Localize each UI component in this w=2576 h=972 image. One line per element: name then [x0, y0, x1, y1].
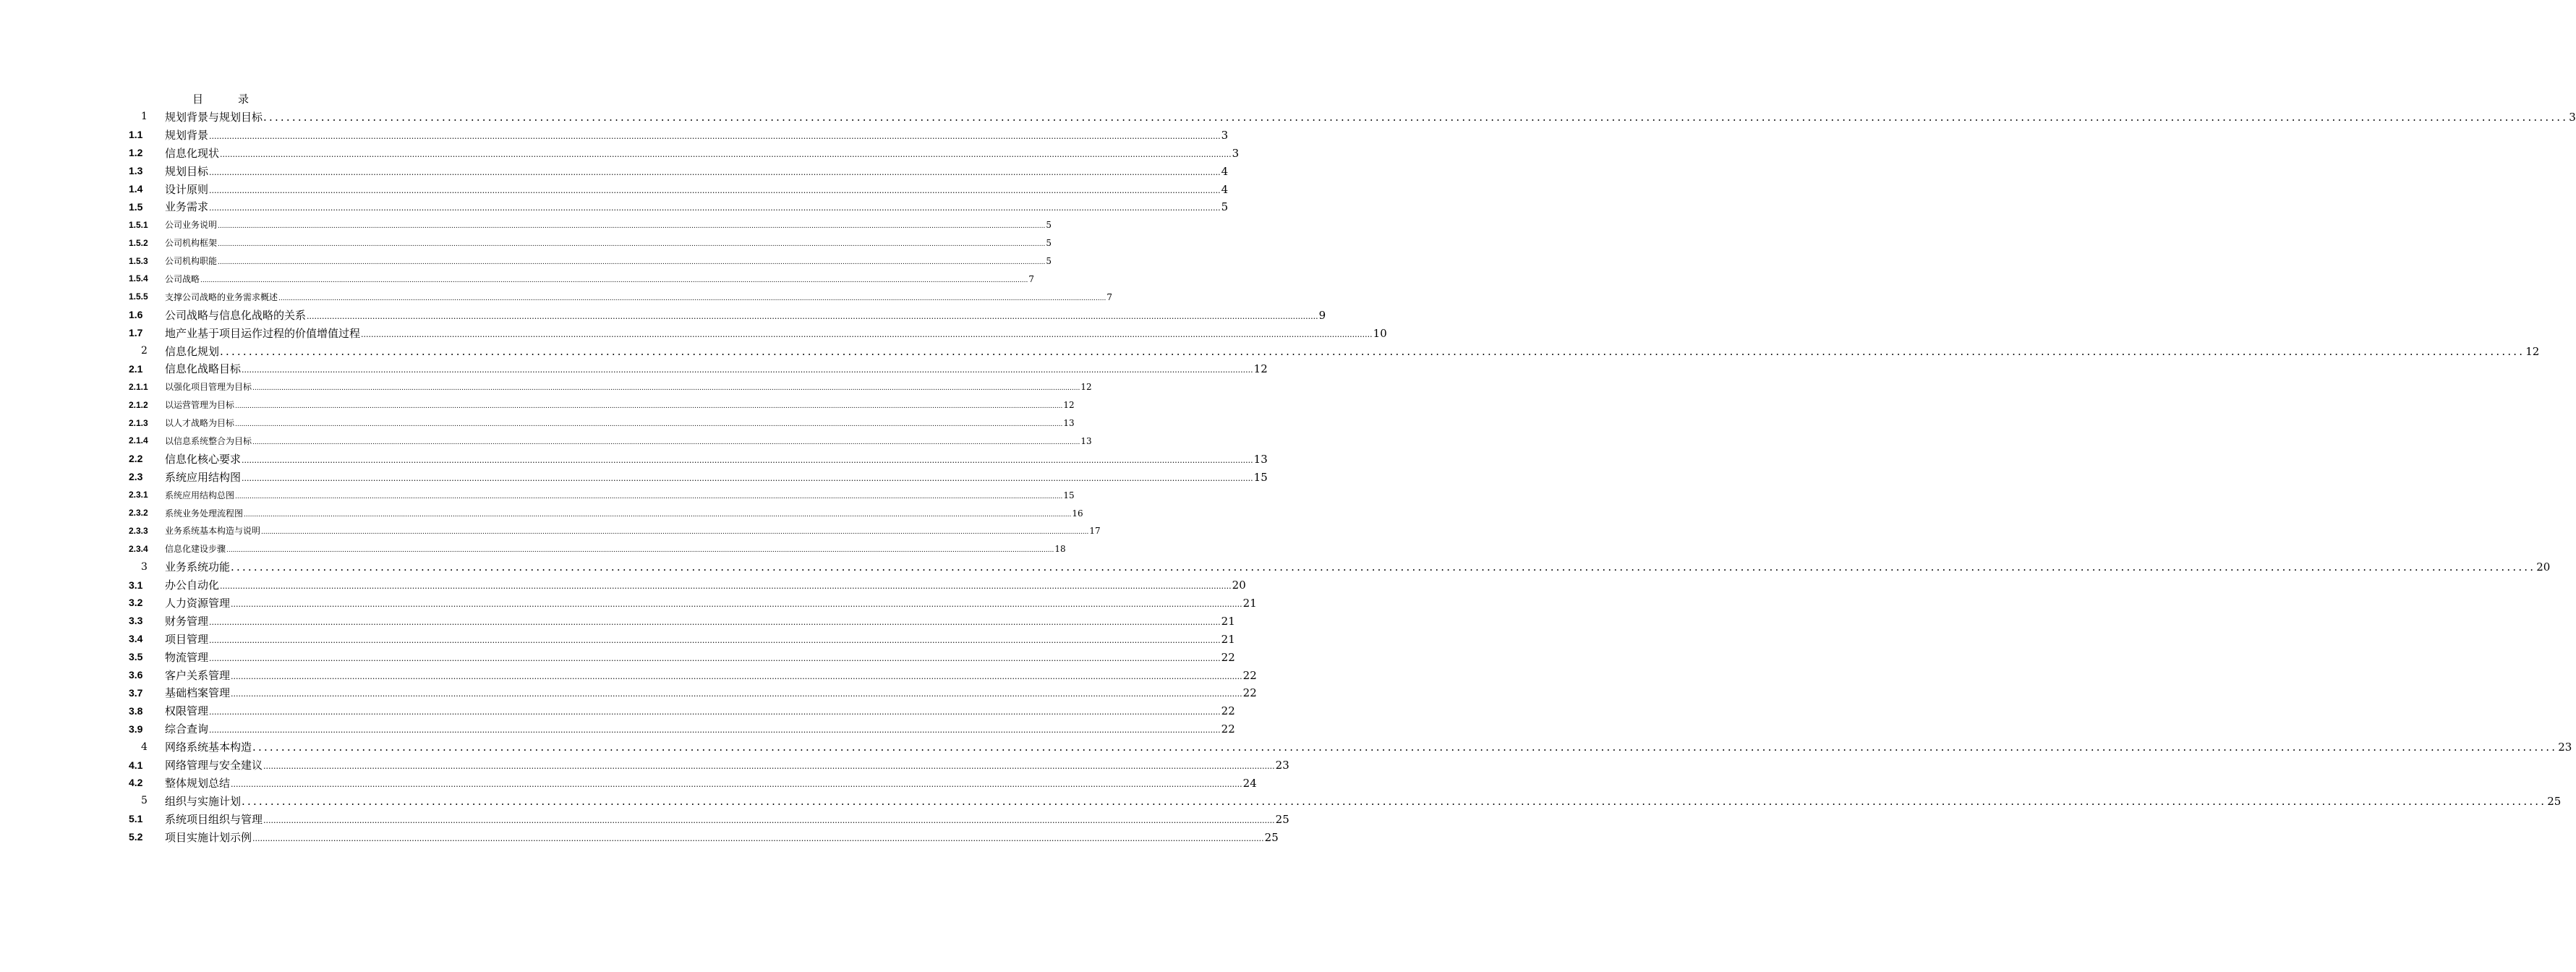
toc-entry-page: 18 — [1054, 544, 1066, 555]
toc-entry-page: 22 — [1221, 650, 1235, 664]
toc-leader-dots: ................................................................................................................................................................................................................................................................................................................................................................................................................ — [209, 635, 1221, 645]
toc-entry-title: 公司机构职能 — [165, 256, 218, 267]
toc-entry-label-line — [165, 542, 1066, 555]
toc-entry-title: 地产业基于项目运作过程的价值增值过程 — [165, 326, 361, 340]
toc-entry-number: 3.3 — [129, 615, 143, 627]
toc-entry-label-line — [165, 398, 1075, 411]
toc-entry-number: 1.5.1 — [129, 219, 148, 230]
toc-entry-title: 网络管理与安全建议 — [165, 759, 263, 772]
toc-entry[interactable] — [0, 792, 2562, 810]
toc-entry-page: 22 — [1242, 668, 1257, 682]
toc-entry-label-line — [165, 307, 1326, 323]
toc-entry-page: 7 — [1106, 291, 1112, 302]
toc-leader-dots: ................................................................................................................................................................................................................................................................................................................................................................................................................ — [231, 671, 1242, 681]
toc-entry-label-line — [165, 703, 1235, 718]
toc-entry-page: 5 — [1046, 238, 1052, 249]
toc-leader-dots: ................................................................................................................................................................................................................................................................................................................................................................................................................ — [263, 815, 1275, 825]
toc-entry-title: 基础档案管理 — [165, 686, 231, 700]
toc-entry-number: 4 — [141, 741, 148, 753]
toc-leader-dots: ................................................................................................................................................................................................................................................................................................................................................................................................................ — [209, 617, 1221, 627]
toc-entry-label-line — [165, 613, 1235, 628]
toc-entry-label-line — [165, 163, 1229, 179]
toc-title-char-1: 目 — [192, 93, 204, 106]
toc-entry-label-line — [165, 273, 1034, 285]
toc-entry-title: 信息化建设步骤 — [165, 544, 226, 555]
toc-entry-label-line — [165, 127, 1229, 142]
toc-leader-dots: ................................................................................................................................................................................................................................................................................................................................................................................................................ — [209, 203, 1221, 213]
toc-entry-number: 1.2 — [129, 147, 143, 159]
toc-entry-number: 1.6 — [129, 309, 143, 321]
toc-entry[interactable] — [0, 216, 1052, 234]
toc-entry-page: 20 — [2536, 560, 2551, 574]
toc-entry-label-line — [165, 344, 2540, 359]
toc-entry-number: 1.1 — [129, 129, 143, 141]
toc-entry-page: 12 — [1080, 382, 1092, 393]
toc-entry-label-line — [165, 469, 1268, 485]
toc-entry[interactable] — [0, 197, 1229, 216]
toc-leader-dots: ................................................................................................................................................................................................................................................................................................................................................................................................................ — [235, 403, 1063, 411]
toc-entry-page: 20 — [1232, 579, 1246, 592]
toc-leader-dots: ................................................................................................................................................................................................................................................................................................................................................................................................................ — [242, 365, 1253, 375]
toc-entry-title: 以人才战略为目标 — [165, 418, 235, 429]
toc-entry-page: 4 — [1221, 182, 1229, 196]
toc-entry-page: 3 — [1221, 128, 1229, 142]
toc-entry-title: 业务系统功能 — [165, 560, 231, 574]
toc-entry-number: 3.1 — [129, 579, 143, 591]
toc-entry-number: 2.1.2 — [129, 399, 148, 410]
toc-entry-label-line — [165, 595, 1257, 610]
toc-entry-page: 22 — [1221, 704, 1235, 718]
toc-entry[interactable] — [0, 306, 1326, 324]
toc-entry-page: 5 — [1046, 256, 1052, 267]
toc-entry-page: 3 — [2569, 110, 2576, 124]
toc-entry-title: 系统应用结构图 — [165, 470, 242, 484]
toc-leader-dots: ................................................................................................................................................................................................................................................................................................................................................................................................................ — [209, 167, 1221, 177]
toc-entry[interactable] — [0, 774, 1257, 792]
toc-leader-dots: ................................................................................................................................................................................................................................................................................................................................................................................................................ — [235, 493, 1063, 500]
toc-entry[interactable] — [0, 810, 1289, 828]
toc-entry-number: 3 — [141, 560, 148, 573]
toc-entry-page: 5 — [1046, 220, 1052, 231]
toc-leader-dots: ................................................................................................................................................................................................................................................................................................................................................................................................................ — [231, 779, 1242, 789]
toc-entry-number: 3.7 — [129, 686, 143, 699]
toc-entry-title: 信息化规划 — [165, 344, 220, 358]
toc-entry[interactable] — [0, 612, 1235, 630]
toc-entry-title: 办公自动化 — [165, 579, 220, 592]
toc-entry-page: 21 — [1221, 614, 1235, 628]
toc-leader-dots: ................................................................................................................................................................................................................................................................................................................................................................................................................ — [220, 581, 1232, 592]
toc-entry[interactable] — [0, 468, 1268, 486]
toc-entry[interactable] — [0, 576, 1246, 594]
toc-entry[interactable] — [0, 630, 1235, 648]
toc-entry[interactable] — [0, 288, 1112, 306]
toc-entry[interactable] — [0, 414, 1075, 432]
toc-entry-number: 1.5.4 — [129, 273, 148, 284]
toc-entry-label-line — [165, 721, 1235, 736]
toc-title — [192, 91, 249, 106]
toc-leader-dots: ................................................................................................................................................................................................................................................................................................................................................................................................................ — [263, 762, 1275, 771]
toc-entry-page: 25 — [2547, 794, 2562, 808]
toc-entry-label-line — [165, 361, 1268, 376]
toc-entry-number: 2 — [141, 345, 148, 357]
toc-entry-page: 12 — [1063, 400, 1075, 411]
toc-entry-label-line — [165, 775, 1257, 790]
toc-leader-dots: ................................................................................................................................................................................................................................................................................................................................................................................................................ — [242, 455, 1253, 465]
toc-leader-dots: ................................................................................................................................................................................................................................................................................................................................................................................................................ — [263, 110, 2569, 124]
toc-entry[interactable] — [0, 126, 1229, 144]
toc-entry[interactable] — [0, 234, 1052, 252]
toc-entry-label-line — [165, 109, 2576, 124]
toc-entry[interactable] — [0, 270, 1034, 288]
toc-entry-number: 5.1 — [129, 813, 143, 825]
toc-entry-number: 2.3.1 — [129, 490, 148, 500]
toc-entry-number: 2.1.3 — [129, 417, 148, 428]
toc-leader-dots: ................................................................................................................................................................................................................................................................................................................................................................................................................ — [252, 438, 1080, 446]
toc-entry[interactable] — [0, 521, 1101, 540]
toc-entry-page: 13 — [1253, 452, 1268, 466]
toc-entry[interactable] — [0, 594, 1257, 612]
toc-entry-title: 组织与实施计划 — [165, 794, 242, 808]
toc-entry-label-line — [165, 145, 1240, 161]
toc-entry-number: 3.9 — [129, 722, 143, 735]
toc-entry-title: 以运营管理为目标 — [165, 400, 235, 411]
toc-entry-title: 财务管理 — [165, 614, 209, 628]
toc-entry[interactable] — [0, 432, 1092, 450]
toc-entry-page: 25 — [1275, 812, 1289, 826]
toc-entry-title: 规划背景 — [165, 128, 209, 142]
toc-entry-title: 系统应用结构总图 — [165, 490, 235, 500]
toc-entry-title: 物流管理 — [165, 650, 209, 664]
toc-leader-dots: ................................................................................................................................................................................................................................................................................................................................................................................................................ — [242, 473, 1253, 483]
toc-entry-title: 业务需求 — [165, 200, 209, 214]
toc-entry-title: 以强化项目管理为目标 — [165, 382, 252, 393]
toc-leader-dots: ................................................................................................................................................................................................................................................................................................................................................................................................................ — [209, 131, 1221, 141]
toc-entry[interactable] — [0, 738, 2572, 756]
toc-entry-title: 整体规划总结 — [165, 776, 231, 790]
toc-entry-label-line — [165, 524, 1101, 537]
toc-entry[interactable] — [0, 504, 1083, 522]
toc-entry-number: 1.5 — [129, 200, 143, 213]
toc-entry-label-line — [165, 218, 1052, 231]
toc-entry[interactable] — [0, 702, 1235, 720]
toc-entry-number: 4.1 — [129, 759, 143, 771]
toc-leader-dots: ................................................................................................................................................................................................................................................................................................................................................................................................................ — [231, 560, 2536, 574]
toc-entry-title: 公司机构框架 — [165, 238, 218, 249]
toc-entry-label-line — [165, 325, 1387, 341]
toc-entry[interactable] — [0, 666, 1257, 684]
toc-entry[interactable] — [0, 648, 1235, 666]
toc-entry-label-line — [165, 417, 1075, 429]
toc-entry-number: 4.2 — [129, 777, 143, 789]
toc-entry-title: 规划目标 — [165, 164, 209, 178]
toc-entry-page: 23 — [1275, 759, 1289, 772]
toc-entry-title: 系统项目组织与管理 — [165, 812, 263, 826]
toc-leader-dots: ................................................................................................................................................................................................................................................................................................................................................................................................................ — [231, 599, 1242, 609]
toc-entry-number: 5.2 — [129, 831, 143, 843]
toc-leader-dots: ................................................................................................................................................................................................................................................................................................................................................................................................................ — [235, 421, 1063, 429]
toc-leader-dots: ................................................................................................................................................................................................................................................................................................................................................................................................................ — [252, 385, 1080, 393]
toc-leader-dots: ................................................................................................................................................................................................................................................................................................................................................................................................................ — [218, 241, 1046, 249]
toc-entry-number: 1.5.5 — [129, 291, 148, 302]
toc-entry-title: 信息化现状 — [165, 146, 220, 160]
toc-entry-label-line — [165, 811, 1289, 827]
toc-entry-label-line — [165, 255, 1052, 267]
toc-leader-dots: ................................................................................................................................................................................................................................................................................................................................................................................................................ — [218, 223, 1046, 231]
toc-entry-number: 3.5 — [129, 651, 143, 663]
toc-entry-page: 3 — [1232, 146, 1240, 160]
toc-entry-page: 16 — [1072, 508, 1083, 519]
toc-entry-label-line — [165, 631, 1235, 647]
toc-entry-label-line — [165, 182, 1229, 197]
toc-entry[interactable] — [0, 162, 1229, 180]
toc-entry-title: 规划背景与规划目标 — [165, 110, 263, 124]
toc-entry-number: 2.3.2 — [129, 508, 148, 519]
toc-entry[interactable] — [0, 720, 1235, 738]
toc-entry-number: 2.3 — [129, 471, 143, 483]
toc-entry-label-line — [165, 451, 1268, 466]
toc-entry[interactable] — [0, 396, 1075, 414]
toc-entry-title: 权限管理 — [165, 704, 209, 718]
toc-entry-title: 网络系统基本构造 — [165, 741, 252, 754]
toc-entry-label-line — [165, 199, 1229, 214]
toc-leader-dots: ................................................................................................................................................................................................................................................................................................................................................................................................................ — [244, 511, 1072, 519]
toc-entry-page: 15 — [1063, 490, 1075, 500]
toc-leader-dots: ................................................................................................................................................................................................................................................................................................................................................................................................................ — [261, 529, 1089, 537]
toc-entry-title: 业务系统基本构造与说明 — [165, 526, 261, 537]
toc-entry[interactable] — [0, 828, 1279, 846]
toc-entry-number: 2.2 — [129, 453, 143, 465]
toc-entry[interactable] — [0, 342, 2540, 360]
toc-entry-title: 公司业务说明 — [165, 220, 218, 231]
toc-entry-number: 1.5.2 — [129, 237, 148, 248]
toc-entry[interactable] — [0, 108, 2576, 126]
table-of-contents — [0, 108, 2576, 846]
toc-entry-label-line — [165, 739, 2572, 754]
toc-entry-page: 22 — [1221, 722, 1235, 736]
toc-entry-label-line — [165, 649, 1235, 665]
toc-entry-label-line — [165, 559, 2551, 574]
toc-entry-label-line — [165, 236, 1052, 249]
toc-entry-title: 信息化战略目标 — [165, 362, 242, 376]
toc-leader-dots: ................................................................................................................................................................................................................................................................................................................................................................................................................ — [220, 344, 2525, 358]
toc-entry-number: 2.3.4 — [129, 543, 148, 554]
toc-leader-dots: ................................................................................................................................................................................................................................................................................................................................................................................................................ — [307, 311, 1318, 321]
toc-entry-label-line — [165, 668, 1257, 683]
toc-entry-number: 1.3 — [129, 165, 143, 177]
toc-entry-title: 综合查询 — [165, 722, 209, 736]
toc-entry[interactable] — [0, 144, 1240, 162]
toc-entry-number: 5 — [141, 795, 148, 807]
toc-leader-dots: ................................................................................................................................................................................................................................................................................................................................................................................................................ — [209, 653, 1221, 663]
toc-entry-title: 项目实施计划示例 — [165, 830, 252, 844]
toc-leader-dots: ................................................................................................................................................................................................................................................................................................................................................................................................................ — [220, 149, 1232, 159]
toc-entry-number: 3.4 — [129, 633, 143, 645]
toc-entry-label-line — [165, 685, 1257, 700]
toc-entry-page: 21 — [1221, 632, 1235, 646]
toc-entry-page: 12 — [1253, 362, 1268, 376]
toc-entry[interactable] — [0, 756, 1289, 774]
toc-title-char-2: 录 — [238, 93, 250, 106]
toc-entry[interactable] — [0, 684, 1257, 702]
toc-entry-label-line — [165, 757, 1289, 772]
toc-entry[interactable] — [0, 378, 1092, 396]
toc-entry-page: 22 — [1242, 686, 1257, 700]
toc-entry-number: 2.3.3 — [129, 525, 148, 536]
toc-entry-title: 人力资源管理 — [165, 596, 231, 610]
toc-entry-page: 25 — [1264, 830, 1279, 844]
toc-entry-title: 信息化核心要求 — [165, 452, 242, 466]
toc-entry-number: 1 — [141, 111, 148, 123]
toc-entry-title: 支撑公司战略的业务需求概述 — [165, 291, 278, 302]
toc-entry-page: 9 — [1318, 308, 1326, 322]
toc-entry[interactable] — [0, 252, 1052, 270]
toc-entry-page: 24 — [1242, 776, 1257, 790]
toc-entry[interactable] — [0, 558, 2551, 576]
toc-leader-dots: ................................................................................................................................................................................................................................................................................................................................................................................................................ — [252, 833, 1264, 843]
toc-entry-page: 21 — [1242, 596, 1257, 610]
toc-entry-number: 3.6 — [129, 669, 143, 681]
toc-entry-label-line — [165, 435, 1092, 447]
toc-leader-dots: ................................................................................................................................................................................................................................................................................................................................................................................................................ — [278, 294, 1106, 302]
toc-leader-dots: ................................................................................................................................................................................................................................................................................................................................................................................................................ — [226, 547, 1054, 555]
toc-entry-number: 2.1.4 — [129, 435, 148, 446]
toc-entry-label-line — [165, 793, 2562, 809]
toc-entry-page: 5 — [1221, 200, 1229, 214]
toc-entry-page: 13 — [1063, 418, 1075, 429]
toc-entry-page: 7 — [1028, 273, 1034, 284]
toc-leader-dots: ................................................................................................................................................................................................................................................................................................................................................................................................................ — [209, 725, 1221, 736]
toc-entry-title: 公司战略 — [165, 273, 200, 284]
toc-leader-dots: ................................................................................................................................................................................................................................................................................................................................................................................................................ — [200, 276, 1028, 284]
toc-entry-page: 10 — [1373, 326, 1387, 340]
toc-entry-page: 15 — [1253, 470, 1268, 484]
toc-entry-number: 1.4 — [129, 183, 143, 195]
toc-entry[interactable] — [0, 540, 1066, 558]
toc-entry-label-line — [165, 489, 1075, 501]
toc-entry-number: 1.7 — [129, 327, 143, 339]
toc-entry-title: 系统业务处理流程图 — [165, 508, 244, 519]
toc-entry-number: 3.2 — [129, 597, 143, 609]
toc-entry-label-line — [165, 291, 1112, 303]
toc-entry-title: 客户关系管理 — [165, 668, 231, 682]
toc-leader-dots: ................................................................................................................................................................................................................................................................................................................................................................................................................ — [218, 259, 1046, 267]
toc-entry-title: 项目管理 — [165, 632, 209, 646]
toc-entry-page: 23 — [2558, 741, 2572, 754]
toc-entry[interactable] — [0, 450, 1268, 468]
toc-entry-label-line — [165, 380, 1092, 393]
toc-leader-dots: ................................................................................................................................................................................................................................................................................................................................................................................................................ — [209, 707, 1221, 717]
toc-entry-page: 12 — [2525, 344, 2540, 358]
toc-leader-dots: ................................................................................................................................................................................................................................................................................................................................................................................................................ — [209, 185, 1221, 195]
toc-entry[interactable] — [0, 359, 1268, 378]
toc-entry[interactable] — [0, 180, 1229, 198]
toc-entry-page: 17 — [1089, 526, 1101, 537]
toc-entry-page: 4 — [1221, 164, 1229, 178]
toc-entry[interactable] — [0, 486, 1075, 504]
toc-entry-label-line — [165, 577, 1246, 592]
toc-entry-title: 以信息系统整合为目标 — [165, 435, 252, 446]
toc-entry-number: 2.1.1 — [129, 381, 148, 392]
toc-entry-title: 公司战略与信息化战略的关系 — [165, 308, 307, 322]
toc-entry-number: 3.8 — [129, 704, 143, 717]
toc-entry[interactable] — [0, 324, 1387, 342]
toc-entry-title: 设计原则 — [165, 182, 209, 196]
toc-leader-dots: ................................................................................................................................................................................................................................................................................................................................................................................................................ — [242, 794, 2547, 808]
toc-leader-dots: ................................................................................................................................................................................................................................................................................................................................................................................................................ — [231, 689, 1242, 699]
toc-entry-number: 2.1 — [129, 362, 143, 375]
toc-entry-page: 13 — [1080, 435, 1092, 446]
toc-leader-dots: ................................................................................................................................................................................................................................................................................................................................................................................................................ — [361, 329, 1373, 339]
toc-entry-label-line — [165, 507, 1083, 519]
toc-entry-number: 1.5.3 — [129, 255, 148, 266]
toc-leader-dots: ................................................................................................................................................................................................................................................................................................................................................................................................................ — [252, 741, 2558, 754]
toc-entry-label-line — [165, 830, 1279, 845]
